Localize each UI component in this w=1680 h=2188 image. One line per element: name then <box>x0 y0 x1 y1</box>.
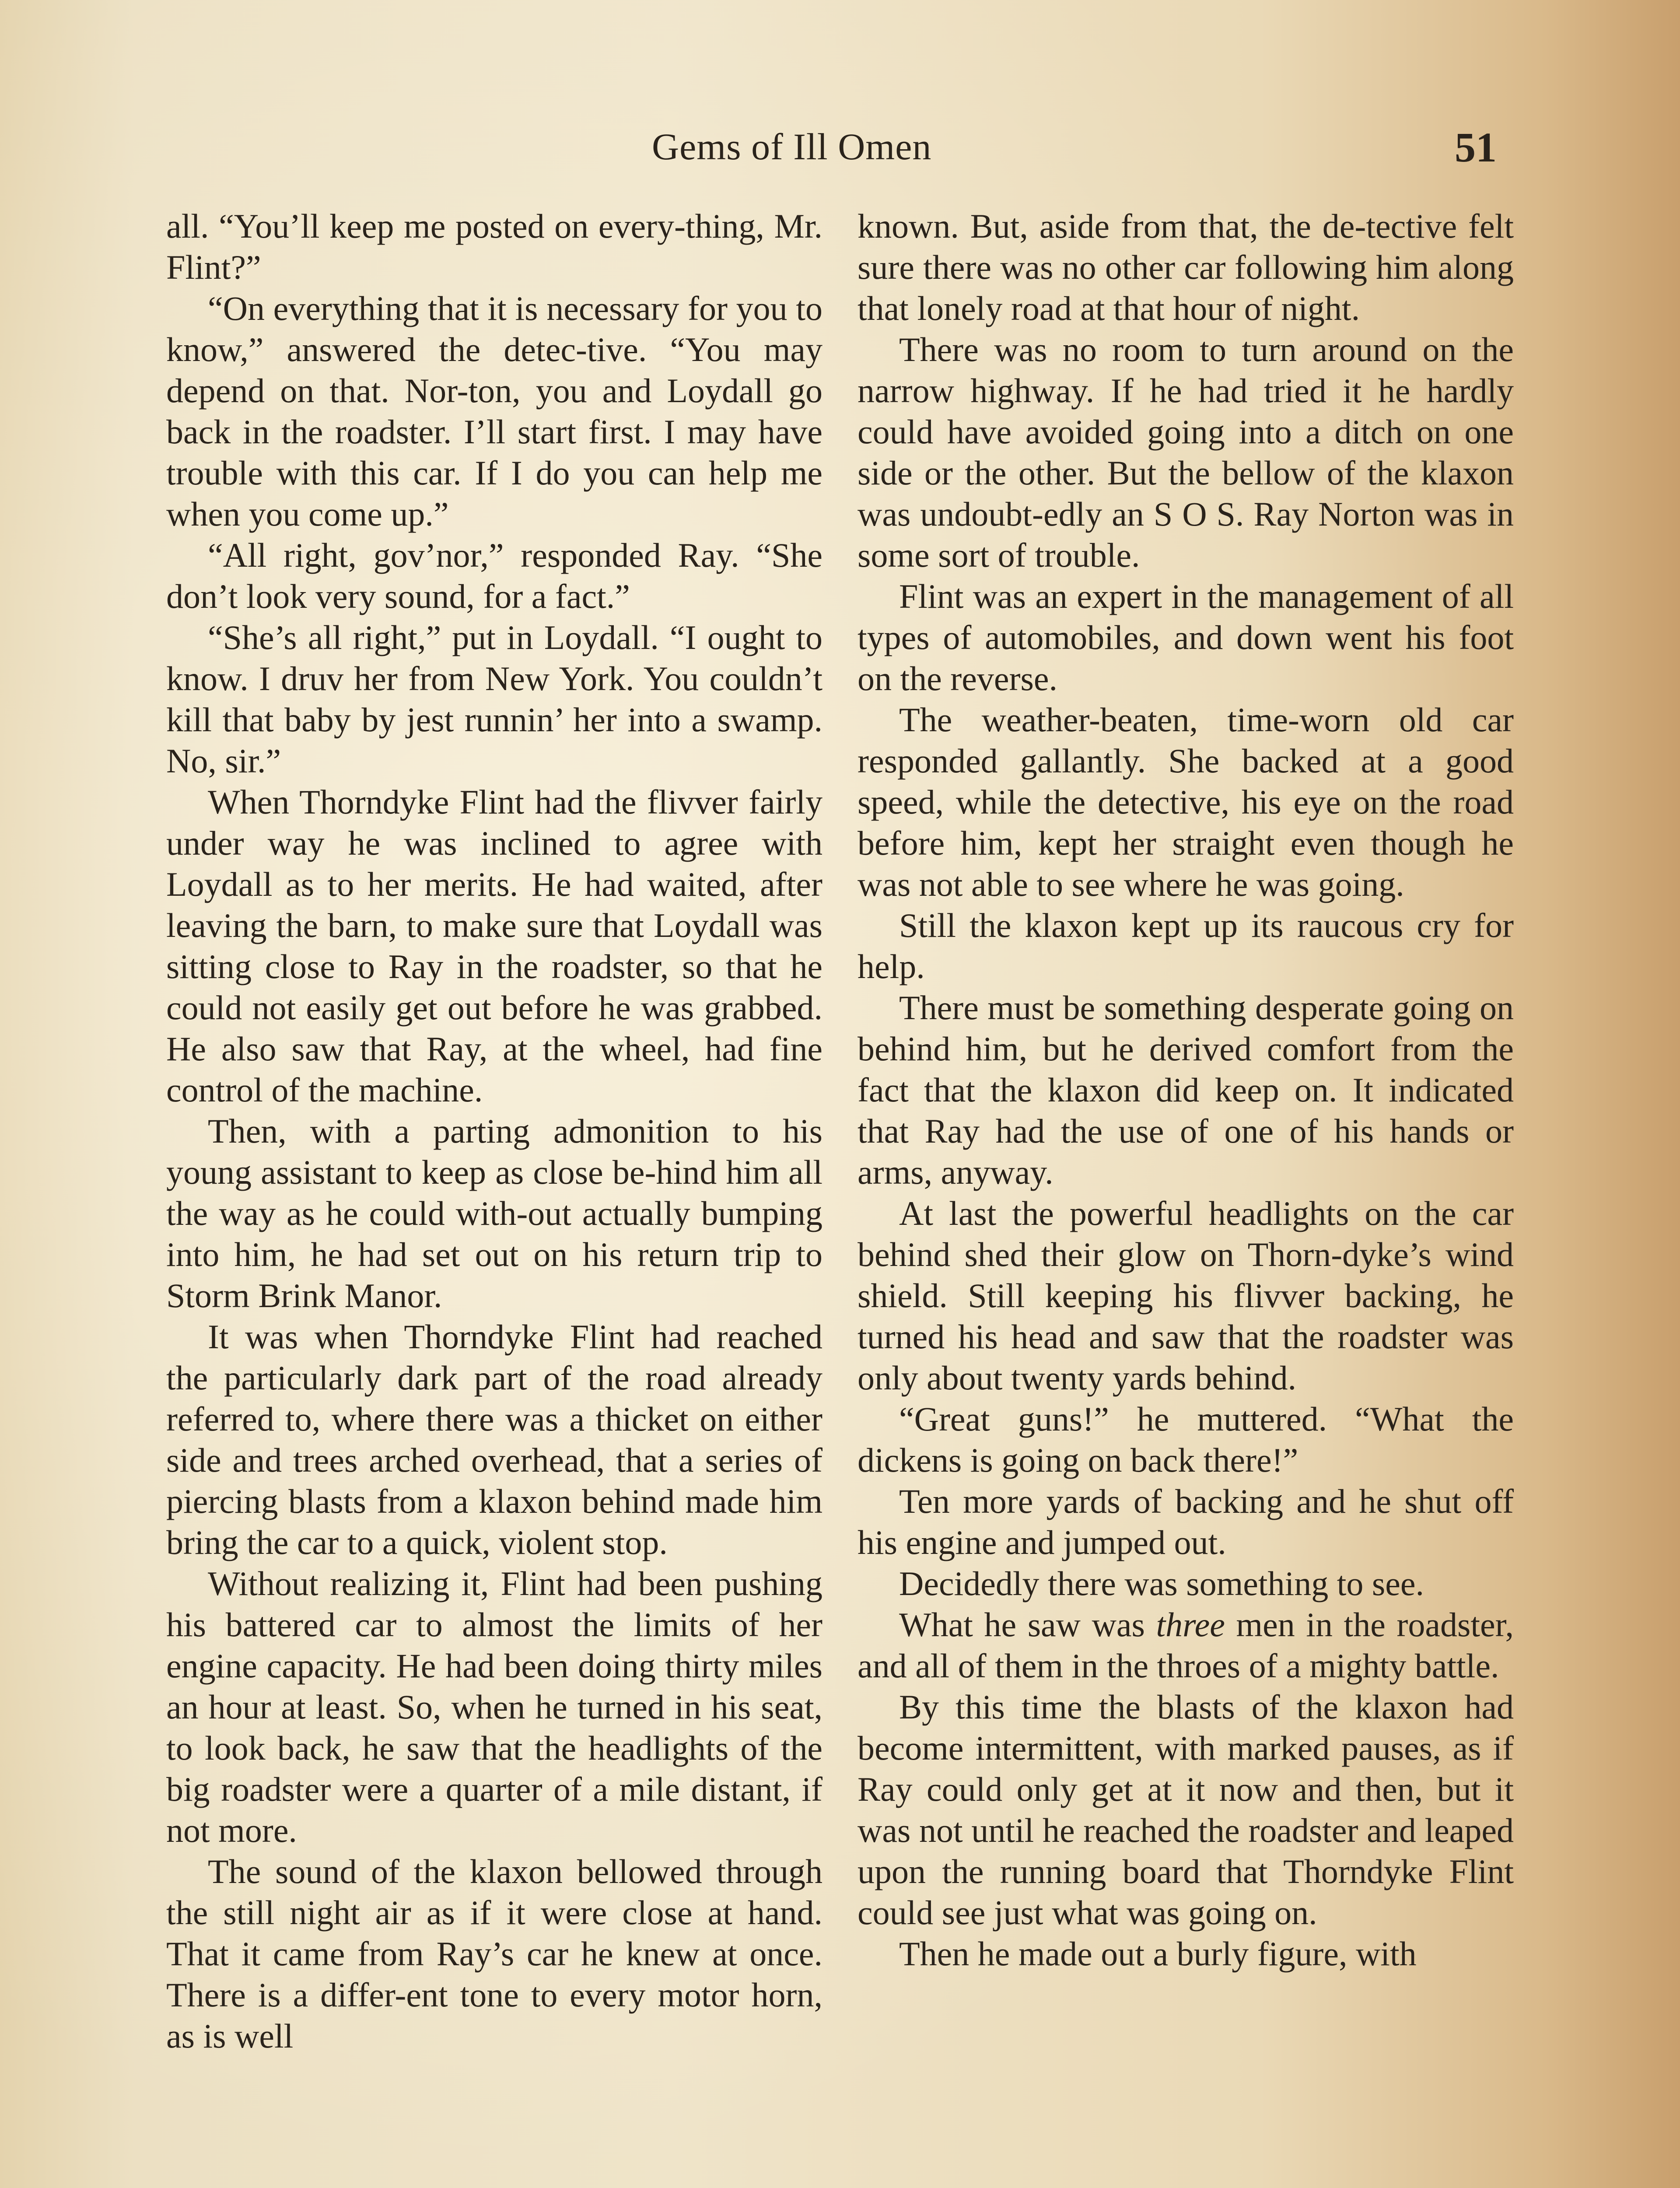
paragraph: Still the klaxon kept up its raucous cry for help. <box>858 906 1514 985</box>
paragraph: The sound of the klaxon bellowed through the still night air as if it were close at hand. That it came from Ray’s car he knew at once. There is a differ-ent tone to every motor horn, as is well <box>166 1852 822 2055</box>
text-column-left <box>166 206 822 2057</box>
paragraph: There must be something desperate going on behind him, but he derived comfort from the fact that the klaxon did keep on. It indicated that Ray had the use of one of his hands or arms, anyway. <box>858 989 1514 1191</box>
paragraph: Decidedly there was something to see. <box>899 1564 1424 1602</box>
paragraph: “She’s all right,” put in Loydall. “I ought to know. I druv her from New York. You couldn’t kill that baby by jest runnin’ her into a swamp. No, sir.” <box>166 618 822 780</box>
paragraph: When Thorndyke Flint had the flivver fairly under way he was inclined to agree with Loydall as to her merits. He had waited, after leaving the barn, to make sure that Loydall was sitting close to Ray in the roadster, so that he could not easily get out before he was grabbed. He also saw that Ray, at the wheel, had fine control of the machine. <box>166 783 822 1109</box>
paragraph: Flint was an expert in the management of all types of automobiles, and down went his foot on the reverse. <box>858 577 1514 698</box>
paragraph-text: men in the roadster, and all of them in the throes of a mighty battle. <box>858 1606 1514 1685</box>
paragraph <box>858 1604 1514 1687</box>
emphasis-text: three <box>1156 1606 1225 1644</box>
paragraph: known. But, aside from that, the de-tective felt sure there was no other car following him along that lonely road at that hour of night. <box>858 207 1514 327</box>
paragraph: At last the powerful headlights on the car behind shed their glow on Thorn-dyke’s wind shield. Still keeping his flivver backing, he turned his head and saw that the roadster was only about twenty yards behind. <box>858 1194 1514 1397</box>
paragraph: By this time the blasts of the klaxon had become intermittent, with marked pauses, as if Ray could only get at it now and then, but it was not until he reached the roadster and leaped upon the running board that Thorndyke Flint could see just what was going on. <box>858 1688 1514 1932</box>
page-number: 51 <box>1455 124 1497 171</box>
paragraph: “Great guns!” he muttered. “What the dickens is going on back there!” <box>858 1400 1514 1479</box>
paragraph: There was no room to turn around on the narrow highway. If he had tried it he hardly could have avoided going into a ditch on one side or the other. But the bellow of the klaxon was undoubt-edly an S O S. Ray Norton was in some sort of trouble. <box>858 330 1514 574</box>
paragraph: all. “You’ll keep me posted on every-thing, Mr. Flint?” <box>166 207 822 286</box>
text-column-right <box>858 206 1514 1974</box>
paragraph: It was when Thorndyke Flint had reached the particularly dark part of the road already referred to, where there was a thicket on either side and trees arched overhead, that a series of piercing blasts from a klaxon behind made him bring the car to a quick, violent stop. <box>166 1318 822 1561</box>
paragraph: “On everything that it is necessary for you to know,” answered the detec-tive. “You may depend on that. Nor-ton, you and Loydall go back in the roadster. I’ll start first. I may have trouble with this car. If I do you can help me when you come up.” <box>166 289 822 533</box>
page-header <box>0 125 1680 182</box>
paragraph-text: What he saw was <box>899 1606 1156 1644</box>
paragraph: Then, with a parting admonition to his young assistant to keep as close be-hind him all the way as he could with-out actually bumping into him, he had set out on his return trip to Storm Brink Manor. <box>166 1112 822 1315</box>
paragraph: “All right, gov’nor,” responded Ray. “She don’t look very sound, for a fact.” <box>166 536 822 615</box>
paragraph: Without realizing it, Flint had been pushing his battered car to almost the limits of her engine capacity. He had been doing thirty miles an hour at least. So, when he turned in his seat, to look back, he saw that the headlights of the big roadster were a quarter of a mile distant, if not more. <box>166 1564 822 1849</box>
running-title: Gems of Ill Omen <box>652 126 932 168</box>
paragraph: Then he made out a burly figure, with <box>899 1935 1417 1973</box>
paragraph: The weather-beaten, time-worn old car responded gallantly. She backed at a good speed, while the detective, his eye on the road before him, kept her straight even though he was not able to see where he was going. <box>858 701 1514 903</box>
paragraph: Ten more yards of backing and he shut off his engine and jumped out. <box>858 1482 1514 1561</box>
